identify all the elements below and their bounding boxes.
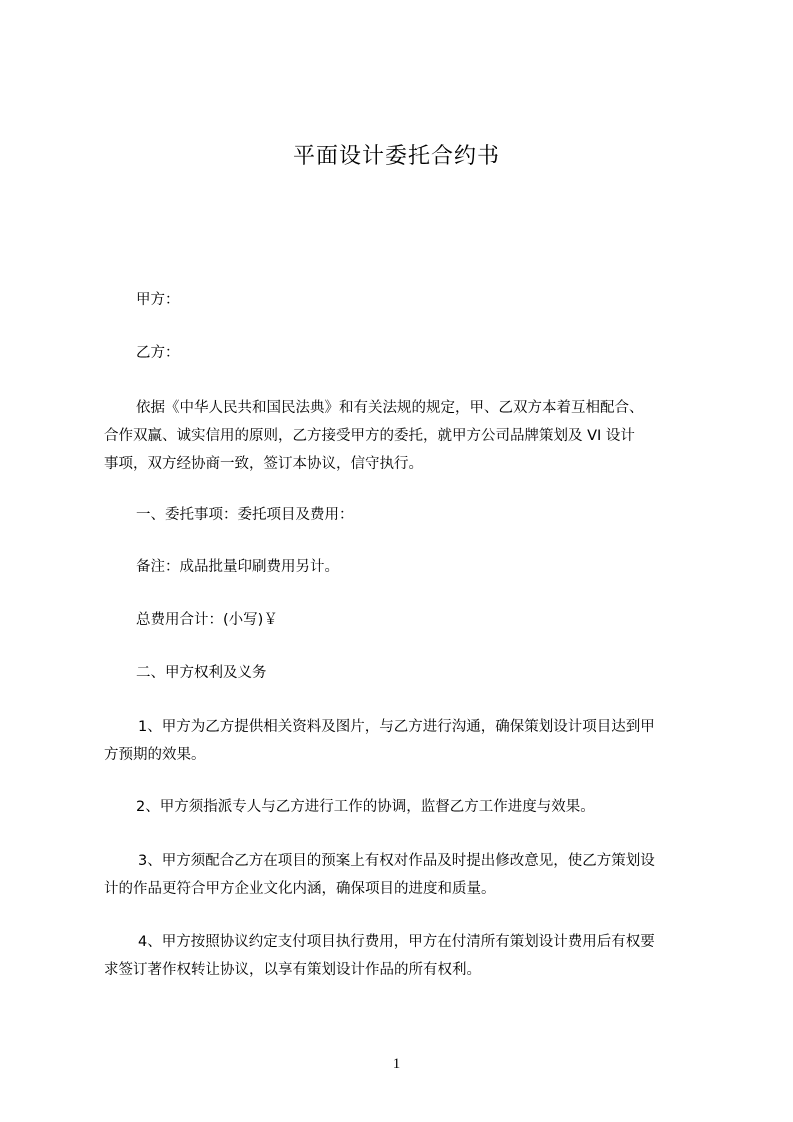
intro-line-1: 依据《中华人民共和国民法典》和有关法规的规定，甲、乙双方本着互相配合、: [136, 400, 644, 416]
intro-line-2: 合作双赢、诚实信用的原则，乙方接受甲方的委托，就甲方公司品牌策划及 VI 设计: [104, 428, 635, 444]
intro-line-3: 事项，双方经协商一致，签订本协议，信守执行。: [104, 456, 423, 472]
section-2-heading: 二、甲方权利及义务: [136, 665, 267, 681]
clause-1-line-1: 1、甲方为乙方提供相关资料及图片，与乙方进行沟通，确保策划设计项目达到甲: [138, 719, 655, 735]
intro-paragraph: [104, 394, 714, 478]
party-a-label: 甲方：: [136, 292, 180, 308]
page-number: 1: [392, 1056, 401, 1072]
clause-3: [104, 847, 714, 903]
document-title: 平面设计委托合约书: [292, 144, 500, 169]
party-b-label: 乙方：: [136, 345, 180, 361]
clause-4: [104, 928, 714, 984]
note-text: 备注：成品批量印刷费用另计。: [136, 559, 339, 575]
clause-4-line-2: 求签订著作权转让协议，以享有策划设计作品的所有权利。: [104, 962, 481, 978]
clause-3-line-1: 3、甲方须配合乙方在项目的预案上有权对作品及时提出修改意见，使乙方策划设: [138, 853, 655, 869]
clause-2-line-1: 2、甲方须指派专人与乙方进行工作的协调，监督乙方工作进度与效果。: [136, 799, 595, 815]
clause-1: [104, 713, 714, 769]
section-1-heading: 一、委托事项：委托项目及费用：: [136, 507, 354, 523]
clause-1-line-2: 方预期的效果。: [104, 747, 206, 763]
total-fee-text: 总费用合计：(小写)￥: [136, 612, 278, 628]
clause-3-line-2: 计的作品更符合甲方企业文化内涵，确保项目的进度和质量。: [104, 881, 496, 897]
clause-2: [104, 793, 714, 821]
clause-4-line-1: 4、甲方按照协议约定支付项目执行费用，甲方在付清所有策划设计费用后有权要: [138, 934, 655, 950]
